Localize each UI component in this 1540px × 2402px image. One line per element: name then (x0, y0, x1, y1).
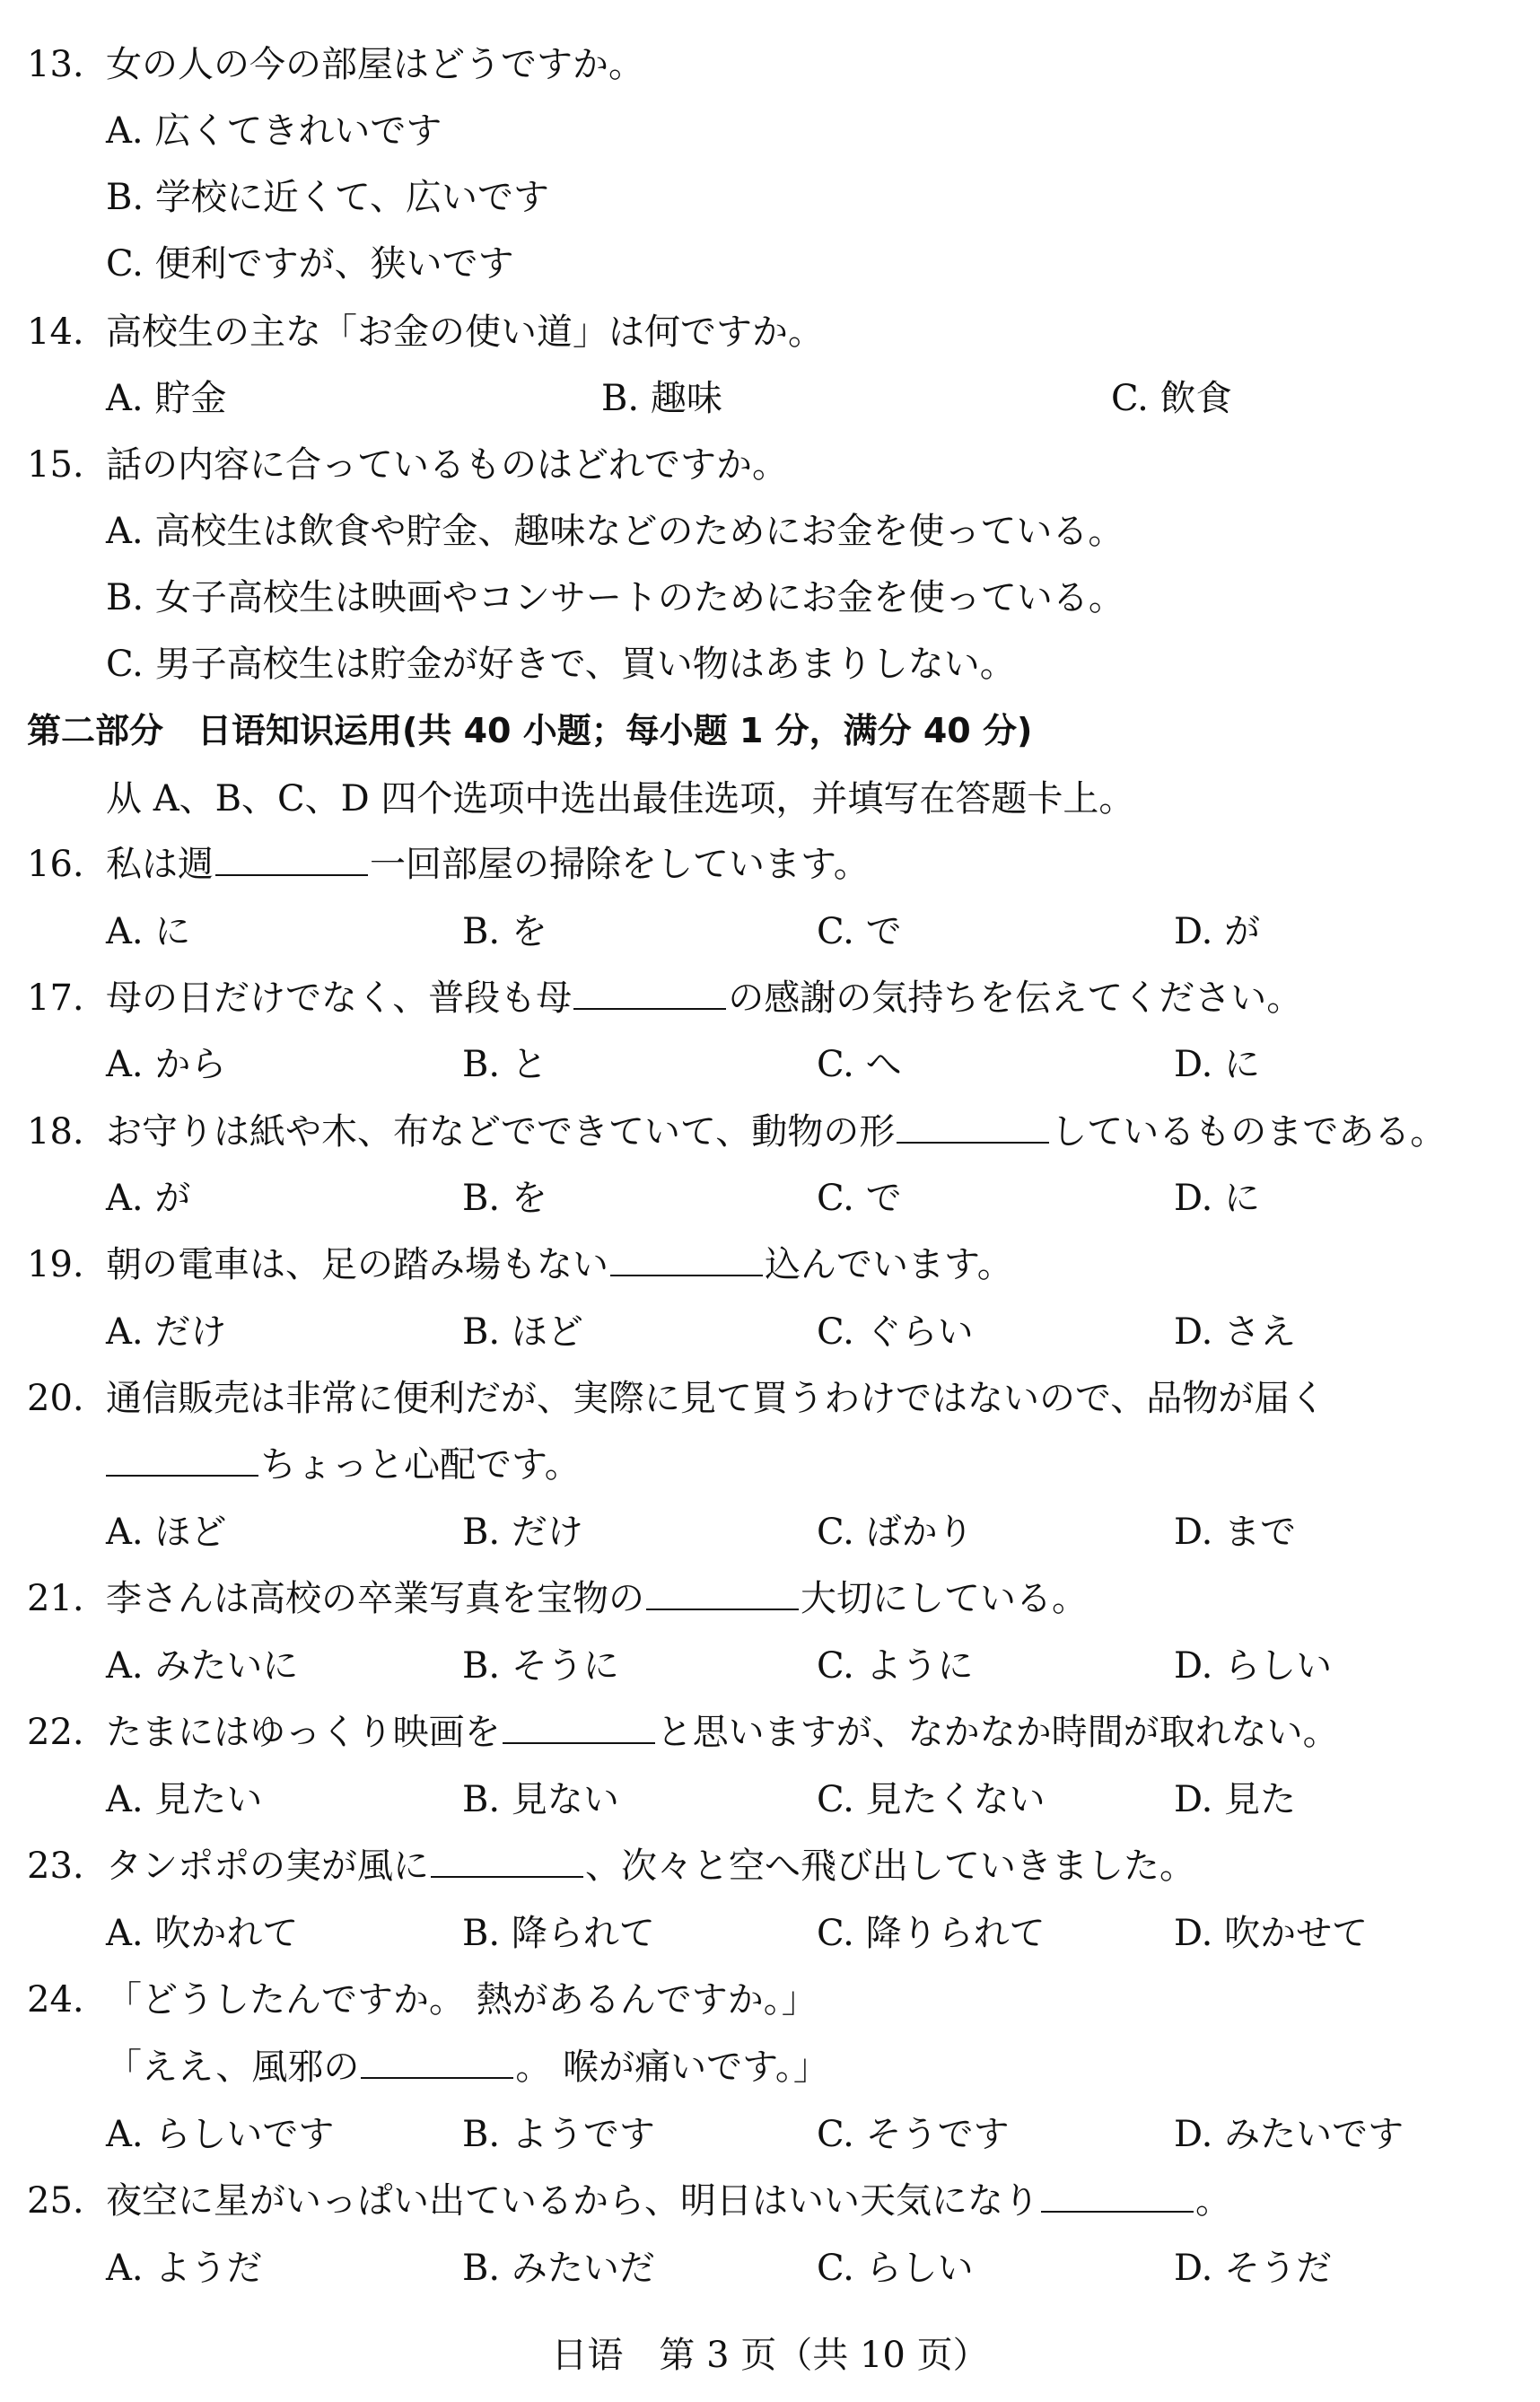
option-a: A. 貯金 (106, 378, 227, 419)
section-title: 第二部分 日语知识运用(共 40 小题；每小题 1 分，满分 40 分) (27, 711, 1033, 750)
question-14 (27, 311, 824, 353)
option-c: C. へ (817, 1044, 902, 1085)
question-text-pre: タンポポの実が風に (106, 1845, 429, 1887)
question-22 (27, 1712, 1339, 1753)
question-number: 15. (27, 444, 84, 486)
answer-blank (1041, 2210, 1194, 2213)
question-24 (27, 1979, 818, 2021)
option-d: D. に (1174, 1044, 1261, 1085)
answer-blank (503, 1741, 655, 1744)
question-text-post: 、次々と空へ飛び出していきました。 (585, 1845, 1195, 1887)
question-23 (27, 1845, 1195, 1887)
option-c: C. そうです (817, 2114, 1010, 2155)
option-c: C. ぐらい (817, 1311, 974, 1353)
option-b: B. そうに (462, 1645, 619, 1687)
question-number: 17. (27, 977, 84, 1019)
option-a: A. に (106, 911, 191, 952)
question-number: 20. (27, 1378, 84, 1419)
question-number: 23. (27, 1845, 84, 1887)
option-b: B. を (462, 911, 547, 952)
answer-blank (897, 1141, 1049, 1144)
option-c: C. 降りられて (817, 1913, 1046, 1954)
question-text-pre: 私は週 (106, 844, 214, 885)
page-footer: 日语 第 3 页（共 10 页） (551, 2335, 989, 2376)
question-18 (27, 1111, 1447, 1153)
option-c: C. 飲食 (1111, 378, 1232, 419)
option-d: D. が (1174, 911, 1261, 952)
question-19 (27, 1244, 1013, 1285)
question-number: 13. (27, 44, 84, 85)
question-24-line2 (106, 2047, 829, 2088)
question-number: 25. (27, 2180, 84, 2222)
question-text-post: 。 喉が痛いです。」 (515, 2047, 829, 2088)
answer-blank (361, 2076, 513, 2079)
option-d: D. みたいです (1174, 2114, 1404, 2155)
question-17 (27, 977, 1303, 1019)
question-text-post: と思いますが、なかなか時間が取れない。 (656, 1712, 1339, 1753)
option-b: B. と (462, 1044, 547, 1085)
question-number: 18. (27, 1111, 84, 1153)
option-c: C. で (817, 911, 902, 952)
question-25 (27, 2180, 1231, 2222)
question-number: 21. (27, 1578, 84, 1619)
question-number: 14. (27, 311, 84, 353)
option-a: A. 吹かれて (106, 1913, 299, 1954)
option-a: A. ほど (106, 1512, 227, 1553)
question-text: 女の人の今の部屋はどうですか。 (106, 44, 644, 85)
question-text-pre: お守りは紙や木、布などでできていて、動物の形 (106, 1111, 896, 1153)
option-a: A. 見たい (106, 1779, 263, 1820)
answer-blank (610, 1274, 763, 1276)
option-a: A. が (106, 1178, 191, 1219)
question-text-post: 大切にしている。 (801, 1578, 1088, 1619)
question-number: 22. (27, 1712, 84, 1753)
option-d: D. 吹かせて (1174, 1913, 1369, 1954)
option-b: B. 学校に近くて、広いです (106, 177, 550, 218)
option-b: B. を (462, 1178, 547, 1219)
question-text-post: しているものまである。 (1051, 1111, 1447, 1153)
answer-blank (573, 1007, 726, 1010)
option-c: C. らしい (817, 2248, 974, 2289)
question-16 (27, 844, 870, 885)
question-text-line1: 「どうしたんですか。 熱があるんですか。」 (106, 1979, 818, 2021)
question-text-pre: 夜空に星がいっぱい出ているから、明日はいい天気になり (106, 2180, 1039, 2222)
question-text-pre: 母の日だけでなく、普段も母 (106, 977, 573, 1019)
question-text-line1: 通信販売は非常に便利だが、実際に見て買うわけではないので、品物が届く (106, 1378, 1326, 1419)
option-a: A. 広くてきれいです (106, 110, 442, 152)
option-c: C. ように (817, 1645, 974, 1687)
question-21 (27, 1578, 1088, 1619)
question-number: 16. (27, 844, 84, 885)
question-text: 話の内容に合っているものはどれですか。 (106, 444, 788, 486)
option-b: B. 見ない (462, 1779, 619, 1820)
question-number: 19. (27, 1244, 84, 1285)
option-a: A. らしいです (106, 2114, 335, 2155)
question-20-line2 (106, 1444, 581, 1486)
option-d: D. らしい (1174, 1645, 1333, 1687)
option-a: A. 高校生は飲食や貯金、趣味などのためにお金を使っている。 (106, 511, 1124, 552)
option-c: C. 便利ですが、狭いです (106, 243, 514, 285)
option-b: B. だけ (462, 1512, 583, 1553)
answer-blank (215, 873, 368, 876)
option-b: B. 降られて (462, 1913, 655, 1954)
question-text-post: 込んでいます。 (765, 1244, 1013, 1285)
question-text-pre: 李さんは高校の卒業写真を宝物の (106, 1578, 644, 1619)
question-text-post: の感謝の気持ちを伝えてください。 (728, 977, 1303, 1019)
option-d: D. さえ (1174, 1311, 1297, 1353)
answer-blank (646, 1608, 799, 1610)
option-a: A. から (106, 1044, 227, 1085)
question-text-post: 一回部屋の掃除をしています。 (370, 844, 870, 885)
section-instruction: 从 A、B、C、D 四个选项中选出最佳选项，并填写在答题卡上。 (106, 778, 1135, 820)
option-b: B. 女子高校生は映画やコンサートのためにお金を使っている。 (106, 577, 1124, 618)
option-c: C. 男子高校生は貯金が好きで、買い物はあまりしない。 (106, 644, 1016, 685)
question-text-pre: たまにはゆっくり映画を (106, 1712, 501, 1753)
option-c: C. ばかり (817, 1512, 974, 1553)
answer-blank (431, 1875, 583, 1878)
question-15 (27, 444, 788, 486)
question-text: 高校生の主な「お金の使い道」は何ですか。 (106, 311, 824, 353)
option-c: C. 見たくない (817, 1779, 1046, 1820)
option-d: D. まで (1174, 1512, 1297, 1553)
question-13 (27, 44, 644, 85)
option-d: D. 見た (1174, 1779, 1297, 1820)
question-text-pre: 朝の電車は、足の踏み場もない (106, 1244, 608, 1285)
answer-blank (106, 1474, 258, 1477)
question-number: 24. (27, 1979, 84, 2021)
question-text-post: ちょっと心配です。 (260, 1444, 581, 1486)
option-a: A. ようだ (106, 2248, 263, 2289)
option-b: B. ようです (462, 2114, 655, 2155)
option-a: A. みたいに (106, 1645, 299, 1687)
option-b: B. みたいだ (462, 2248, 655, 2289)
question-text-post: 。 (1195, 2180, 1231, 2222)
question-20 (27, 1378, 1326, 1419)
option-d: D. そうだ (1174, 2248, 1333, 2289)
option-b: B. 趣味 (601, 378, 722, 419)
option-a: A. だけ (106, 1311, 227, 1353)
option-c: C. で (817, 1178, 902, 1219)
option-b: B. ほど (462, 1311, 583, 1353)
option-d: D. に (1174, 1178, 1261, 1219)
question-text-pre: 「ええ、風邪の (106, 2047, 360, 2088)
